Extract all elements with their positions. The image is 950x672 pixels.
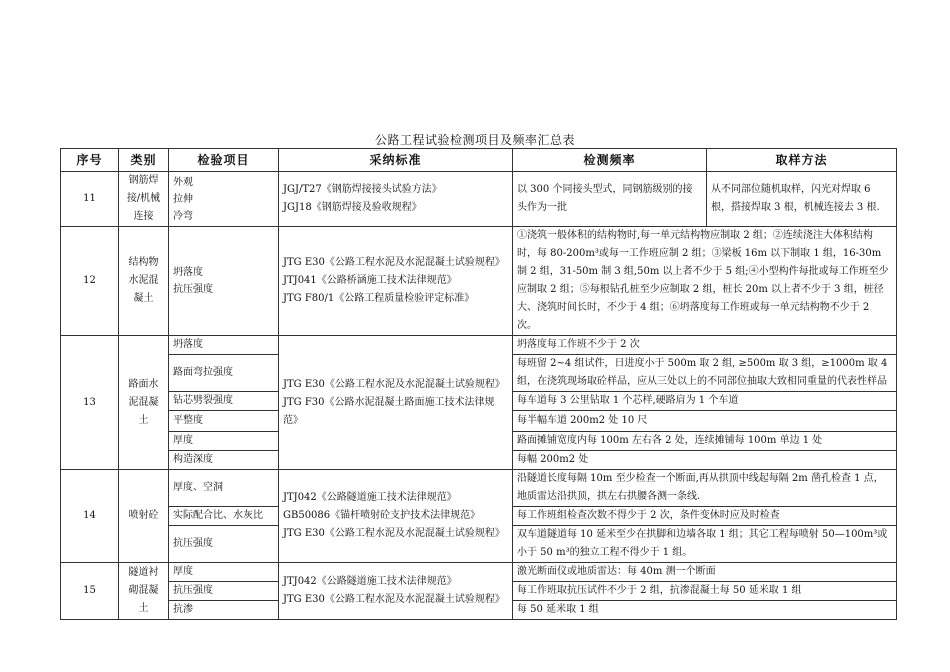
sub-frequency: 每工作班取抗压试件不少于 2 组，抗渗混凝土每 50 延米取 1 组	[513, 582, 897, 601]
header-item: 检验项目	[169, 149, 279, 172]
sub-item: 实际配合比、水灰比	[169, 507, 279, 526]
row-number: 13	[61, 336, 119, 470]
sub-frequency: 每工作班组检查次数不得少于 2 次，条件变休时应及时检查	[513, 507, 897, 526]
table-row	[61, 172, 897, 227]
row-category: 路面水 泥混凝 土	[119, 336, 169, 470]
row-category: 钢筋焊 接/机械 连接	[119, 172, 169, 227]
row-standards: JTJ042《公路隧道施工技术法律规范》 JTG E30《公路工程水泥及水泥混凝土试验规程》	[279, 563, 513, 620]
sub-item: 路面弯拉强度	[169, 355, 279, 392]
row-frequency: 以 300 个同接头型式，同钢筋级别的接头作为一批	[513, 172, 707, 227]
row-standards: JTG E30《公路工程水泥及水泥混凝土试验规程》 JTJ041《公路桥涵施工技术法律规范》 JTG F80/1《公路工程质量检验评定标准》	[279, 227, 513, 336]
row-number: 11	[61, 172, 119, 227]
row-category: 隧道衬 砌混凝 土	[119, 563, 169, 620]
sub-frequency: 坍落度每工作班不少于 2 次	[513, 336, 897, 355]
header-standard: 采纳标准	[279, 149, 513, 172]
sub-frequency: 每幅 200m2 处	[513, 451, 897, 470]
sub-item: 厚度	[169, 432, 279, 451]
sub-item: 构造深度	[169, 451, 279, 470]
sub-item: 厚度、空洞	[169, 470, 279, 507]
row-standards: JTJ042《公路隧道施工技术法律规范》 GB50086《锚杆喷射砼支护技术法律规范》 JTG E30《公路工程水泥及水泥混凝土试验规程》	[279, 470, 513, 563]
sub-item: 厚度	[169, 563, 279, 582]
table-title: 公路工程试验检测项目及频率汇总表	[374, 133, 575, 147]
sub-frequency: 激光断面仪或地质雷达：每 40m 测一个断面	[513, 563, 897, 582]
sub-frequency: 路面摊铺宽度内每 100m 左右各 2 处，连续摊铺每 100m 单边 1 处	[513, 432, 897, 451]
row-frequency-sampling: ①浇筑一般体积的结构物时,每一单元结构物应制取 2 组；②连续浇注大体积结构时，每 80-200m³或每一工作班应制 2 组；③梁板 16m 以下制取 1 组，16-30m 制 2 组，31-50m 制 3 组,50m 以上者不少于 5 组;④小型构件每批或每工作班至少应制取 2 组；⑤每根钻孔桩至少应制取 2 组，桩长 20m 以上者不少于 3 组，桩径大、浇筑时间长时，不少于 4 组；⑥坍落度每工作班或每一单元结构物不少于 2 次。	[513, 227, 897, 336]
sub-frequency: 双车道隧道每 10 延米至少在拱脚和边墙各取 1 组；其它工程每喷射 50—100m³或小于 50 m³的独立工程不得少于 1 组。	[513, 526, 897, 563]
row-number: 15	[61, 563, 119, 620]
table-row	[61, 227, 897, 336]
sub-frequency: 每车道每 3 公里钻取 1 个芯样,硬路肩为 1 个车道	[513, 392, 897, 411]
sub-item: 抗渗	[169, 601, 279, 620]
sub-item: 抗压强度	[169, 582, 279, 601]
sub-frequency: 沿隧道长度每隔 10m 至少检查一个断面,再从拱顶中线起每隔 2m 凿孔检查 1 点，地质雷达沿拱顶，拱左右拱腰各测一条线.	[513, 470, 897, 507]
header-sampling: 取样方法	[707, 149, 897, 172]
sub-item: 平整度	[169, 411, 279, 432]
row-category: 结构物 水泥混 凝土	[119, 227, 169, 336]
table-row	[61, 336, 897, 355]
header-row	[61, 149, 897, 172]
row-sampling: 从不同部位随机取样，闪光对焊取 6 根，搭接焊取 3 根，机械连接去 3 根.	[707, 172, 897, 227]
row-items: 外观 拉伸 冷弯	[169, 172, 279, 227]
header-frequency: 检测频率	[513, 149, 707, 172]
sub-frequency: 每半幅车道 200m2 处 10 尺	[513, 411, 897, 432]
header-category: 类别	[119, 149, 169, 172]
sub-item: 坍落度	[169, 336, 279, 355]
row-number: 14	[61, 470, 119, 563]
table-row	[61, 470, 897, 507]
sub-item: 抗压强度	[169, 526, 279, 563]
header-no: 序号	[61, 149, 119, 172]
row-items: 坍落度 抗压强度	[169, 227, 279, 336]
row-category: 喷射砼	[119, 470, 169, 563]
inspection-table	[60, 148, 897, 620]
row-number: 12	[61, 227, 119, 336]
row-standards: JTG E30《公路工程水泥及水泥混凝土试验规程》 JTG F30《公路水泥混凝土路面施工技术法律规 范》	[279, 336, 513, 470]
sub-frequency: 每班留 2~4 组试件，日进度小于 500m 取 2 组, ≥500m 取 3 组，≥1000m 取 4 组，在浇筑现场取砼样品，应从三处以上的不同部位抽取大致相同重量的代表性样品	[513, 355, 897, 392]
row-standards: JGJ/T27《钢筋焊接接头试验方法》 JGJ18《钢筋焊接及验收规程》	[279, 172, 513, 227]
table-row	[61, 563, 897, 582]
sub-frequency: 每 50 延米取 1 组	[513, 601, 897, 620]
sub-item: 钻芯劈裂强度	[169, 392, 279, 411]
